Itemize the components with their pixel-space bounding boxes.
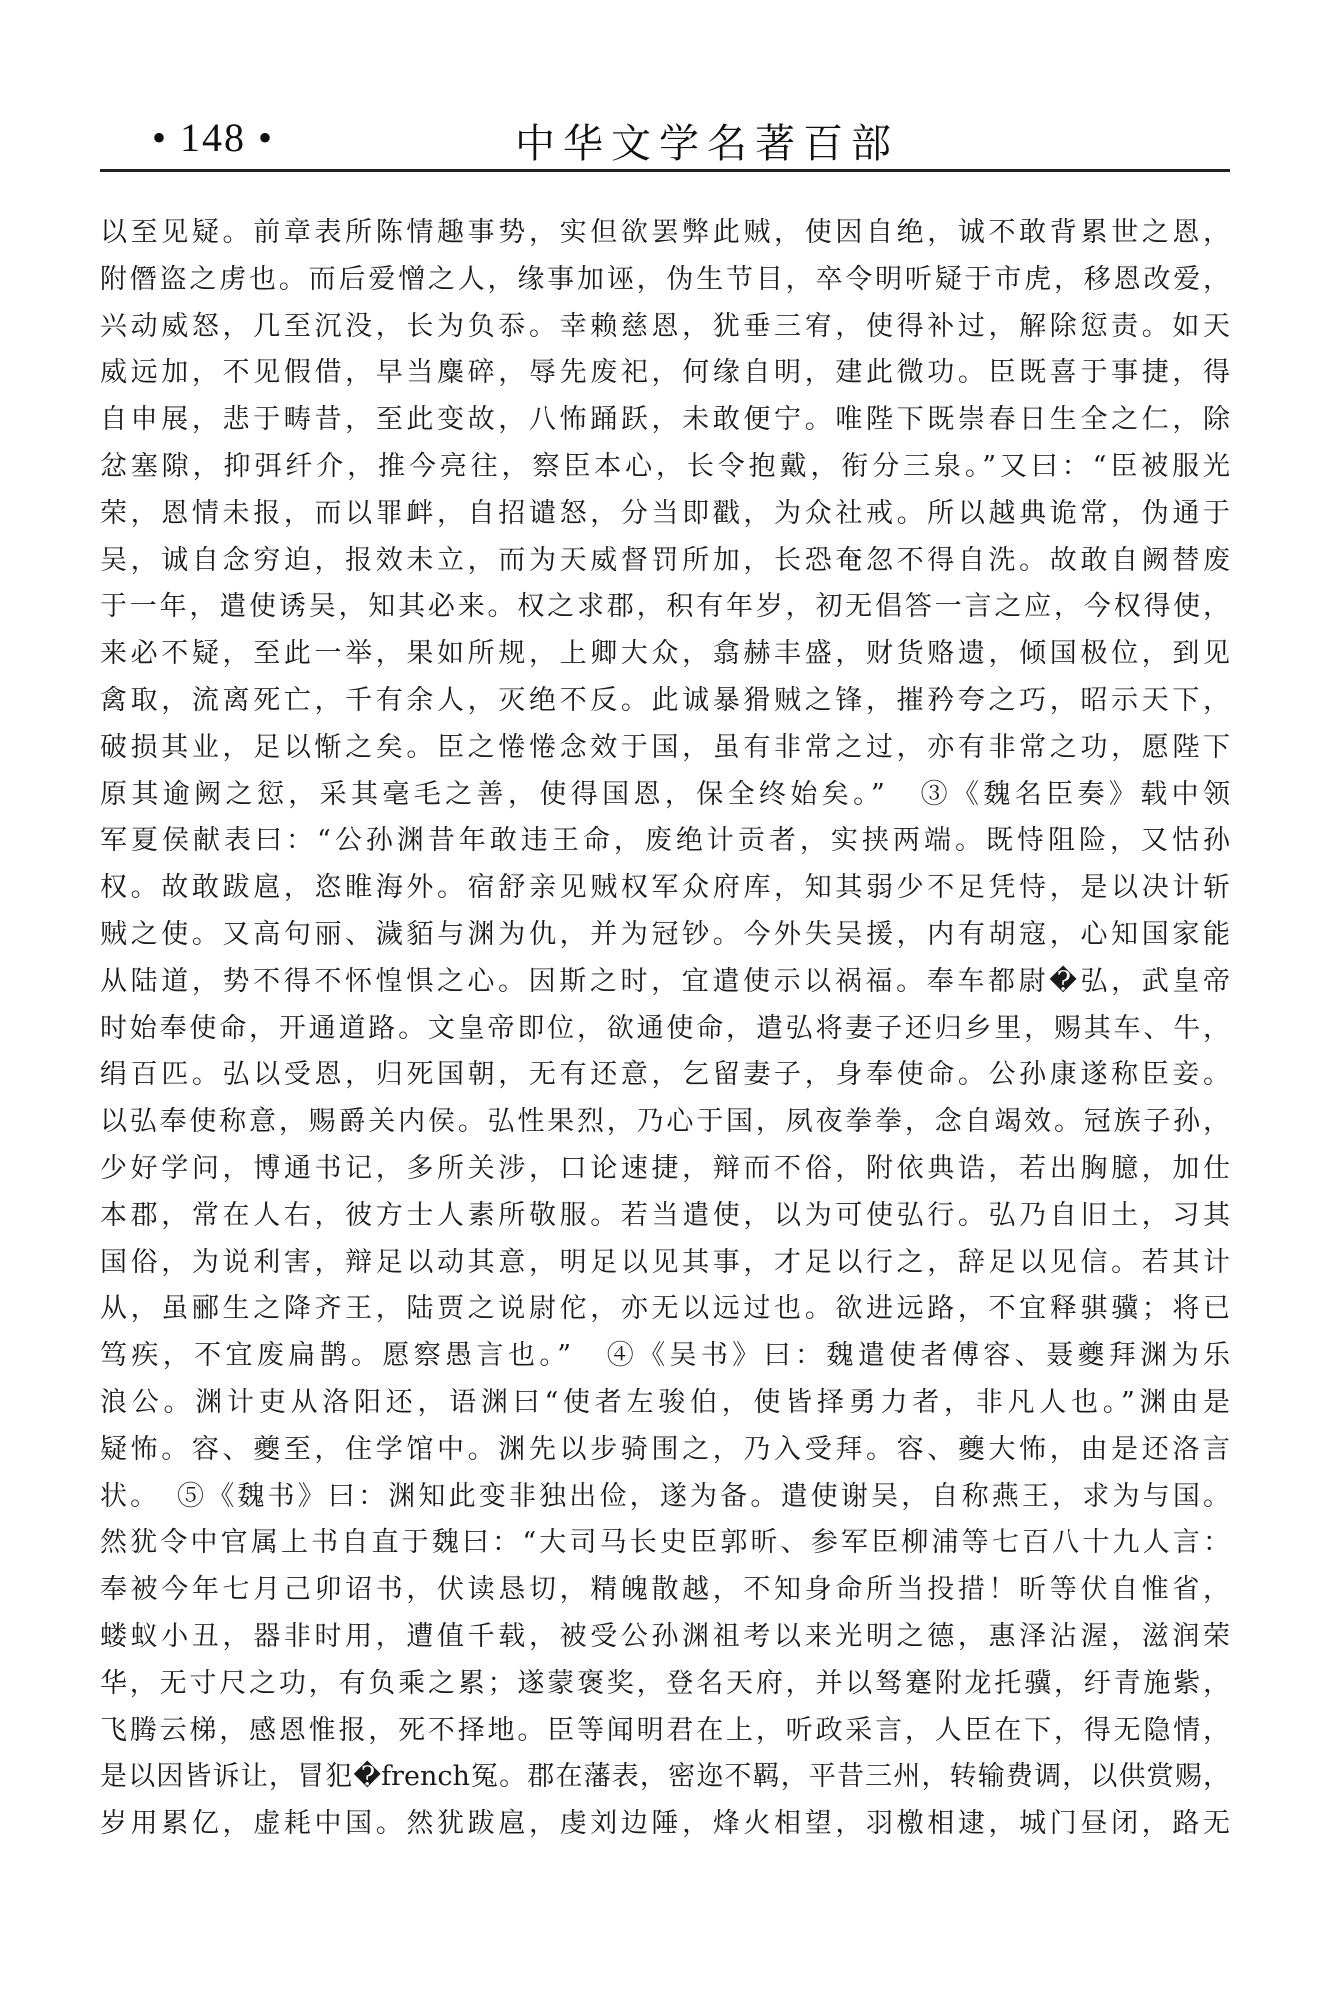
- text-line: 国俗，为说利害，辩足以动其意，明足以见其事，才足以行之，辞足以见信。若其计: [100, 1246, 1230, 1278]
- text-line: 时始奉使命，开通道路。文皇帝即位，欲通使命，遣弘将妻子还归乡里，赐其车、牛，: [100, 1012, 1230, 1044]
- text-line: 状。 ⑤《魏书》曰：渊知此变非独出俭，遂为备。遣使谢吴，自称燕王，求为与国。: [100, 1480, 1230, 1512]
- text-line: 以弘奉使称意，赐爵关内侯。弘性果烈，乃心于国，夙夜拳拳，念自竭效。冠族子孙，: [100, 1106, 1230, 1138]
- text-line: 于一年，遣使诱吴，知其必来。权之求郡，积有年岁，初无倡答一言之应，今权得使，: [100, 591, 1230, 623]
- text-line: 破损其业，足以惭之矣。臣之惓惓念效于国，虽有非常之过，亦有非常之功，愿陛下: [100, 731, 1230, 763]
- text-line: 兴动威怒，几至沉没，长为负忝。幸赖慈恩，犹垂三宥，使得补过，解除愆责。如天: [100, 310, 1230, 342]
- page-number: • 148 •: [152, 115, 275, 160]
- text-line: 威远加，不见假借，早当麋碎，辱先废祀，何缘自明，建此微功。臣既喜于事捷，得: [100, 357, 1230, 389]
- text-line: 忿塞隙，抑弭纤介，推今亮往，察臣本心，长令抱戴，衔分三泉。”又曰：“臣被服光: [100, 450, 1230, 482]
- text-line: 权。故敢跋扈，恣睢海外。宿舒亲见贼权军众府库，知其弱少不足凭恃，是以决计斩: [100, 872, 1230, 904]
- text-line: 然犹令中官属上书自直于魏曰：“大司马长史臣郭昕、参军臣柳浦等七百八十九人言：: [100, 1527, 1230, 1559]
- text-line: 禽取，流离死亡，千有余人，灭绝不反。此诚暴猾贼之锋，摧矜夸之巧，昭示天下，: [100, 684, 1230, 716]
- text-line: 从，虽郦生之降齐王，陆贾之说尉佗，亦无以远过也。欲进远路，不宜释骐骥；将已: [100, 1293, 1230, 1325]
- text-line: 来必不疑，至此一举，果如所规，上卿大众，翕赫丰盛，财货赂遗，倾国极位，到见: [100, 638, 1230, 670]
- text-line: 笃疾，不宜废扁鹊。愿察愚言也。” ④《吴书》曰：魏遣使者傅容、聂夔拜渊为乐: [100, 1340, 1230, 1372]
- text-line: 华，无寸尺之功，有负乘之累；遂蒙褒奖，登名天府，并以驽蹇附龙托骥，纡青施紫，: [100, 1667, 1230, 1699]
- text-line: 原其逾阙之愆，采其毫毛之善，使得国恩，保全终始矣。” ③《魏名臣奏》载中领: [100, 778, 1230, 810]
- text-line: 荣，恩情未报，而以罪衅，自招谴怒，分当即戳，为众社戒。所以越典诡常，伪通于: [100, 497, 1230, 529]
- text-line: 奉被今年七月己卯诏书，伏读恳切，精魄散越，不知身命所当投措！昕等伏自惟省，: [100, 1574, 1230, 1606]
- text-line: 岁用累亿，虚耗中国。然犹跋扈，虔刘边陲，烽火相望，羽檄相逮，城门昼闭，路无: [100, 1808, 1230, 1840]
- text-line: 绢百匹。弘以受恩，归死国朝，无有还意，乞留妻子，身奉使命。公孙康遂称臣妾。: [100, 1059, 1230, 1091]
- text-line: 贼之使。又高句丽、濊貊与渊为仇，并为冠钞。今外失吴援，内有胡寇，心知国家能: [100, 918, 1230, 950]
- text-line: 附僭盗之虏也。而后爱憎之人，缘事加诬，伪生节目，卒令明听疑于市虎，移恩改爱，: [100, 263, 1230, 295]
- page-header: [100, 100, 1230, 170]
- text-line: 浪公。渊计吏从洛阳还，语渊曰“使者左骏伯，使皆择勇力者，非凡人也。”渊由是: [100, 1386, 1230, 1418]
- text-line: 疑怖。容、夔至，住学馆中。渊先以步骑围之，乃入受拜。容、夔大怖，由是还洛言: [100, 1433, 1230, 1465]
- text-line: 吴，诚自念穷迫，报效未立，而为天威督罚所加，长恐奄忽不得自洗。故敢自阙替废: [100, 544, 1230, 576]
- text-line: 军夏侯献表曰：“公孙渊昔年敢违王命，废绝计贡者，实挟两端。既恃阻险，又怙孙: [100, 825, 1230, 857]
- text-line: 以至见疑。前章表所陈情趣事势，实但欲罢弊此贼，使因自绝，诚不敢背累世之恩，: [100, 217, 1230, 248]
- text-line: 飞腾云梯，感恩惟报，死不择地。臣等闻明君在上，听政采言，人臣在下，得无隐情，: [100, 1714, 1230, 1746]
- text-line: 从陆道，势不得不怀惶惧之心。因斯之时，宜遣使示以祸福。奉车都尉�弘，武皇帝: [100, 965, 1230, 997]
- text-line: 本郡，常在人右，彼方士人素所敬服。若当遣使，以为可使弘行。弘乃自旧土，习其: [100, 1199, 1230, 1231]
- body-text: [100, 210, 1230, 1848]
- header-rule: [100, 169, 1230, 172]
- book-title: 中华文学名著百部: [515, 121, 899, 167]
- text-line: 自申展，悲于畴昔，至此变故，八怖踊跃，未敢便宁。唯陛下既崇春日生全之仁，除: [100, 404, 1230, 436]
- text-line: 蝼蚁小丑，器非时用，遭值千载，被受公孙渊祖考以来光明之德，惠泽沾渥，滋润荣: [100, 1620, 1230, 1652]
- text-line: 少好学问，博通书记，多所关涉，口论速捷，辩而不俗，附依典诰，若出胸臆，加仕: [100, 1152, 1230, 1184]
- text-line: 是以因皆诉让，冒犯�french冤。郡在藩表，密迩不羁，平昔三州，转输费调，以供赏赐，: [100, 1761, 1230, 1793]
